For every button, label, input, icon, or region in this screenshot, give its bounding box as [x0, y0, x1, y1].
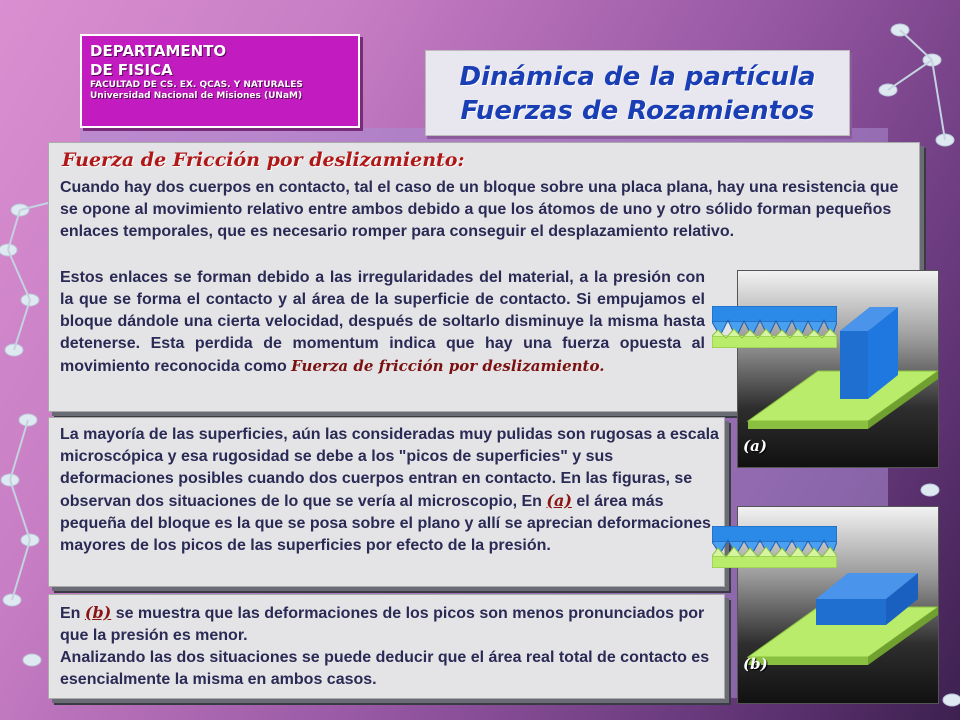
conclusion-text-before: En [60, 605, 81, 622]
figure-a-label: (a) [743, 437, 767, 455]
figure-b-reference: (b) [84, 603, 112, 622]
university-name: Universidad Nacional de Misiones (UNaM) [90, 91, 303, 101]
microscopic-peaks-a [712, 306, 837, 348]
conclusion-paragraph [60, 602, 720, 691]
conclusion-text-final: Analizando las dos situaciones se puede deducir que el área real total de contacto es esencialmente la misma en ambos casos. [60, 649, 710, 688]
roughness-text-after: el área más pequeña del bloque es la que se posa sobre el plano y allí se aprecian deformaciones mayores de los picos de las superficies por efecto de la presión. [60, 493, 711, 554]
bonds-paragraph [60, 267, 705, 378]
roughness-text-before: La mayoría de las superficies, aún las consideradas muy pulidas son rugosas a escala microscópica y esa rugosidad se debe a los "picos de superficies" y sus deformaciones posibles cuando dos cuerpos entran en contacto. En las figuras, se observan dos situaciones de lo que se vería al microscopio, En [60, 426, 719, 510]
section-heading: Fuerza de Fricción por deslizamiento: [62, 149, 465, 171]
sliding-friction-emphasis: Fuerza de fricción por deslizamiento. [291, 357, 605, 375]
microscopic-peaks-b [712, 526, 837, 568]
figure-a-illustration [738, 271, 938, 467]
department-badge [80, 34, 360, 128]
conclusion-text-after: se muestra que las deformaciones de los picos son menos pronunciados por que la presión es menor. [60, 605, 705, 644]
figure-a-tall-block [737, 270, 939, 468]
department-name-line2: DE FISICA [90, 61, 173, 79]
slide-title-box [425, 50, 850, 136]
figure-b-label: (b) [743, 655, 768, 673]
faculty-name: FACULTAD DE CS. EX. QCAS. Y NATURALES [90, 80, 303, 90]
figure-a-reference: (a) [546, 491, 572, 510]
slide-title-line1: Dinámica de la partícula [459, 62, 816, 92]
department-name-line1: DEPARTAMENTO [90, 42, 227, 60]
slide-title-line2: Fuerzas de Rozamientos [460, 96, 815, 126]
bonds-paragraph-text: Estos enlaces se forman debido a las irregularidades del material, a la presión con la que se forma el contacto y al área de la superficie de contacto. Si empujamos el bloque dándole una cierta velocidad, después de soltarlo disminuye la misma hasta detenerse. Esta perdida de momentum indica que hay una fuerza opuesta al movimiento reconocida como [60, 269, 705, 375]
intro-paragraph: Cuando hay dos cuerpos en contacto, tal el caso de un bloque sobre una placa plana, hay una resistencia que se opone al movimiento relativo entre ambos debido a que los átomos de uno y otro sólido forman pequeños enlaces temporales, que es necesario romper para conseguir el desplazamiento relativo. [60, 179, 899, 240]
roughness-paragraph [60, 424, 720, 557]
